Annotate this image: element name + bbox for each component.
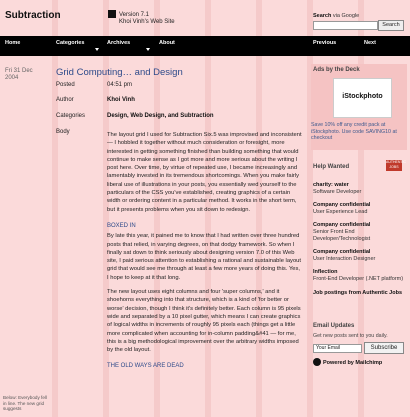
chevron-down-icon[interactable]: [95, 48, 99, 51]
chevron-down-icon[interactable]: [146, 48, 150, 51]
paragraph: The new layout uses eight columns and four 'super columns,' and it shoehorns everything into that structure, which is a kind of 'for better or worse' decision, though I think it's definitely better. Each column is 95 pixels wide and separated by a 10 pixel gutter, which means I can create graphics of logical widths in increments of roughly 95 pixels each (things get a little more complicated when accounting for in-column padding&#41 — for me, this is a big methodological improvement over the arbitrary widths imposed by the old layout.: [107, 289, 301, 354]
main-nav: [0, 36, 410, 56]
post-title[interactable]: Grid Computing… and Design: [56, 67, 183, 78]
nav-next[interactable]: Next: [364, 40, 376, 46]
mailchimp-icon: [313, 358, 321, 366]
ad-image[interactable]: iStockphoto: [333, 78, 392, 118]
nav-categories[interactable]: Categories: [56, 40, 85, 46]
search-button[interactable]: Search: [378, 20, 404, 31]
nav-home[interactable]: Home: [5, 40, 21, 46]
ads-heading: Ads by the Deck: [313, 67, 360, 73]
site-title[interactable]: Subtraction: [5, 10, 61, 21]
list-item[interactable]: Company confidential User Interaction Designer: [313, 249, 376, 262]
section-heading: THE OLD WAYS ARE DEAD: [107, 363, 184, 370]
section-heading: BOXED IN: [107, 222, 136, 229]
search-label: Search via Google: [313, 13, 360, 19]
subscribe-button[interactable]: Subscribe: [364, 342, 404, 354]
post-body: [107, 131, 302, 373]
help-wanted-heading: Help Wanted: [313, 164, 350, 170]
email-subtext: Get new posts sent to you daily.: [313, 333, 388, 339]
list-item[interactable]: Company confidential Senior Front End Developer/Technologist: [313, 222, 371, 242]
paragraph: The layout grid I used for Subtraction Six.5 was improvised and inconsistent — I hobbled it together without much consideration or foresight, more interested in getting something finished than building something that would continue to make sense as I got more and more serious about the writing I post here. Over time, by virtue of repeated use, I became increasingly and lamentably invested in its tremendous shortcomings. When you make fairly liberal use of illustrations in your posts, you essentially wed yourself to the particulars of the CSS you've established, creating graphics of a certain width or ordering content in a particular method. It works in the short term, but it presents problems when you sit down to redesign.: [107, 132, 302, 213]
version-info: Version 7.1 Khoi Vinh's Web Site: [108, 10, 175, 26]
list-item[interactable]: Company confidential User Experience Lead: [313, 202, 371, 215]
list-item[interactable]: charity: water Software Developer: [313, 182, 362, 195]
paragraph: By late this year, it pained me to know that I had written over three hundred posts that relied, in varying degrees, on that dodgy framework. So when I finally sat down to think seriously about designing version 7.0 of this Web site, I paid serious attention to establishing a rational and sustainable layout grid that would see me through at least a few more years of doing this. Yes, I hope to keep at it that long.: [107, 233, 301, 281]
list-item[interactable]: Inflection Front-End Developer (.NET platform): [313, 269, 404, 282]
mailchimp-credit[interactable]: Powered by Mailchimp: [313, 358, 382, 366]
nav-previous[interactable]: Previous: [313, 40, 337, 46]
authentic-jobs-badge[interactable]: AUTHENTIC JOBS: [386, 160, 407, 169]
grid-column: [52, 0, 58, 417]
ad-text[interactable]: Save 10% off any credit pack at iStockphoto. Use code SAVING10 at checkout: [311, 122, 397, 141]
nav-about[interactable]: About: [159, 40, 175, 46]
email-heading: Email Updates: [313, 323, 355, 329]
jobs-footer[interactable]: Job postings from Authentic Jobs: [313, 289, 403, 296]
version-icon: [108, 10, 116, 18]
grid-note: Below: Everybody fell in line. The new grid suggests: [3, 395, 47, 412]
nav-archives[interactable]: Archives: [107, 40, 131, 46]
email-field[interactable]: Your Email: [313, 344, 362, 353]
search-input[interactable]: [313, 21, 378, 30]
job-list: [313, 182, 407, 303]
post-date: Fri 31 Dec 2004: [5, 68, 33, 81]
